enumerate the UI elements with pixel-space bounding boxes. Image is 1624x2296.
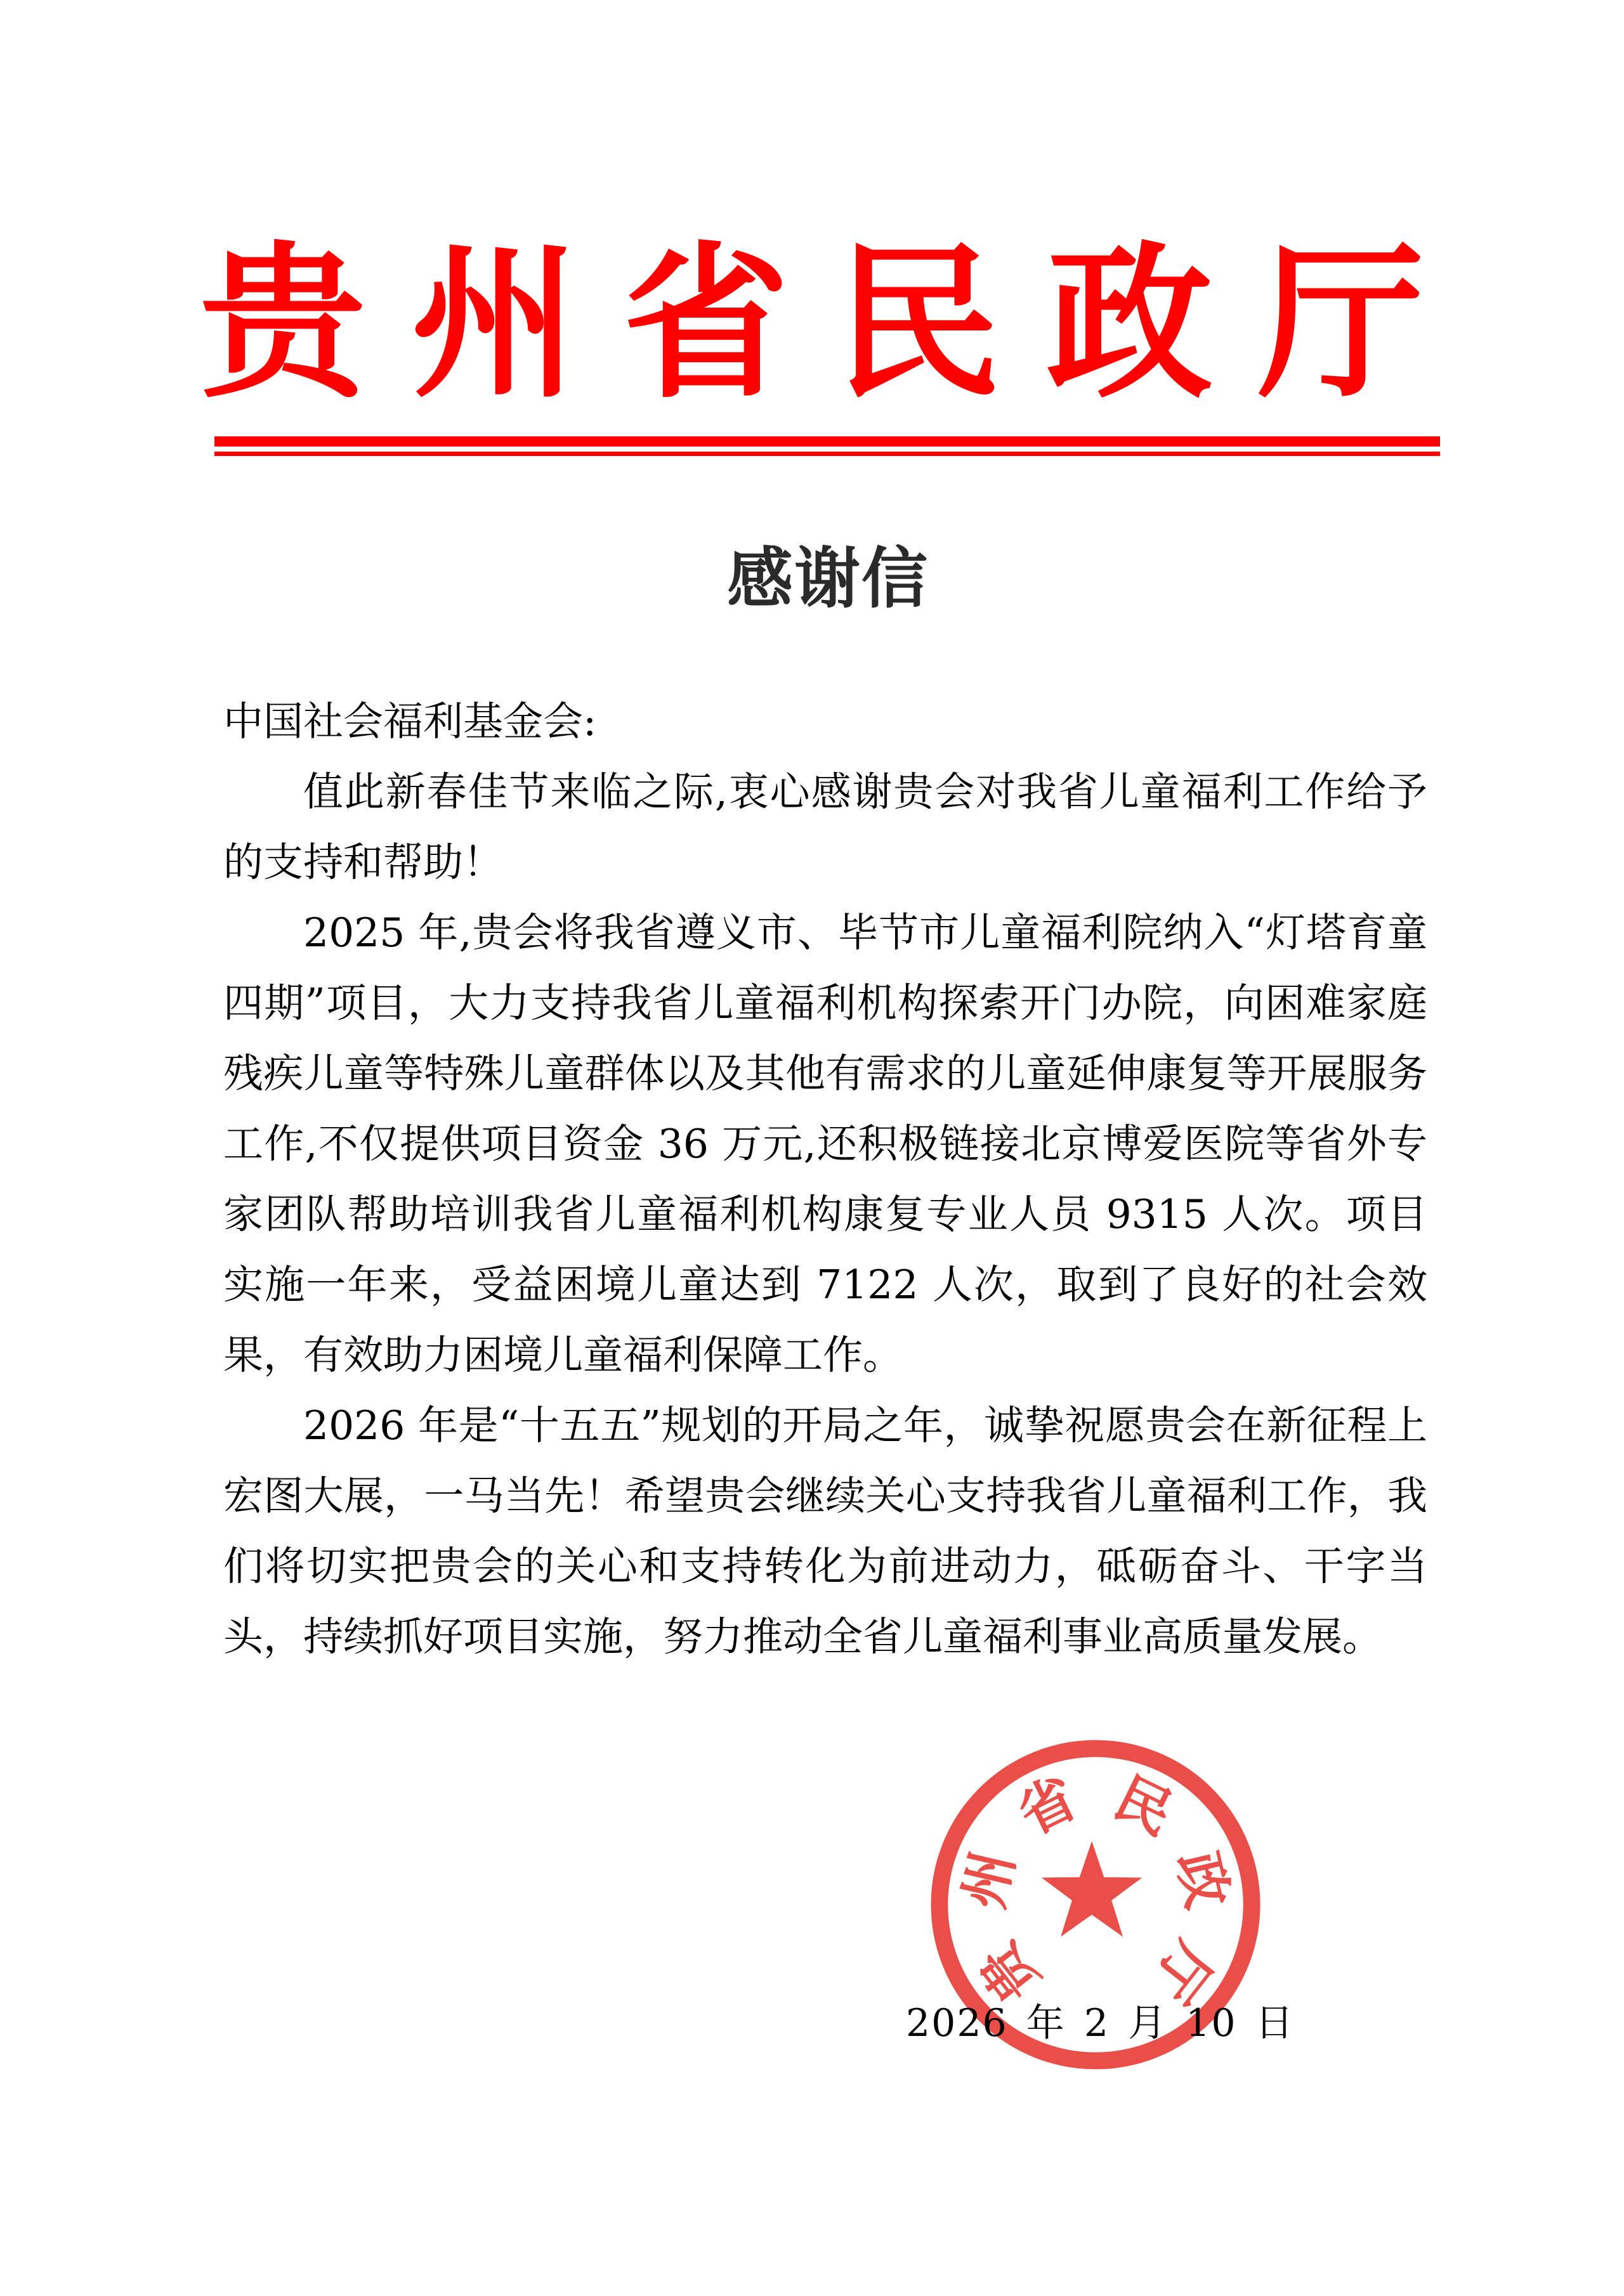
seal-star-icon — [1042, 1841, 1143, 1937]
masthead-char: 州 — [411, 225, 578, 421]
paragraph-outlook: 2026 年是“十五五”规划的开局之年，诚挚祝愿贵会在新征程上宏图大展，一马当先！希望贵会继续关心支持我省儿童福利工作，我们将切实把贵会的关心和支持转化为前进动力，砥砺奋斗、干字当头，持续抓好项目实施，努力推动全省儿童福利事业高质量发展。 — [223, 1402, 1427, 1660]
seal-char: 厅 — [1139, 1930, 1226, 2014]
masthead-char: 厅 — [1257, 225, 1424, 421]
letter-body — [223, 686, 1427, 1672]
letter-title: 感谢信 — [726, 539, 929, 617]
masthead-char: 贵 — [200, 225, 366, 421]
agency-masthead — [200, 225, 1424, 421]
salutation: 中国社会福利基金会: — [223, 698, 597, 745]
masthead-char: 民 — [834, 225, 1001, 421]
masthead-char: 省 — [623, 225, 790, 421]
masthead-char: 政 — [1046, 225, 1213, 421]
paragraph-project-report: 2025 年,贵会将我省遵义市、毕节市儿童福利院纳入“灯塔育童四期”项目，大力支持我省儿童福利机构探索开门办院，向困难家庭残疾儿童等特殊儿童群体以及其他有需求的儿童延伸康复等开展服务工作,不仅提供项目资金 36 万元,还积极链接北京博爱医院等省外专家团队帮助培训我省儿童福利机构康复专业人员 9315 人次。项目实施一年来，受益困境儿童达到 7122 人次，取到了良好的社会效果，有效助力困境儿童福利保障工作。 — [223, 910, 1427, 1378]
seal-char: 贵 — [966, 1930, 1052, 2014]
seal-char: 民 — [1104, 1764, 1183, 1848]
masthead-rule-thick — [214, 436, 1440, 447]
letter-date: 2026 年 2 月 10 日 — [906, 2001, 1295, 2045]
seal-char: 州 — [950, 1845, 1027, 1915]
masthead-rule-thin — [214, 452, 1440, 456]
seal-char: 政 — [1164, 1845, 1241, 1915]
paragraph-greeting: 值此新春佳节来临之际,衷心感谢贵会对我省儿童福利工作给予的支持和帮助！ — [223, 769, 1427, 885]
seal-char: 省 — [1008, 1764, 1087, 1848]
